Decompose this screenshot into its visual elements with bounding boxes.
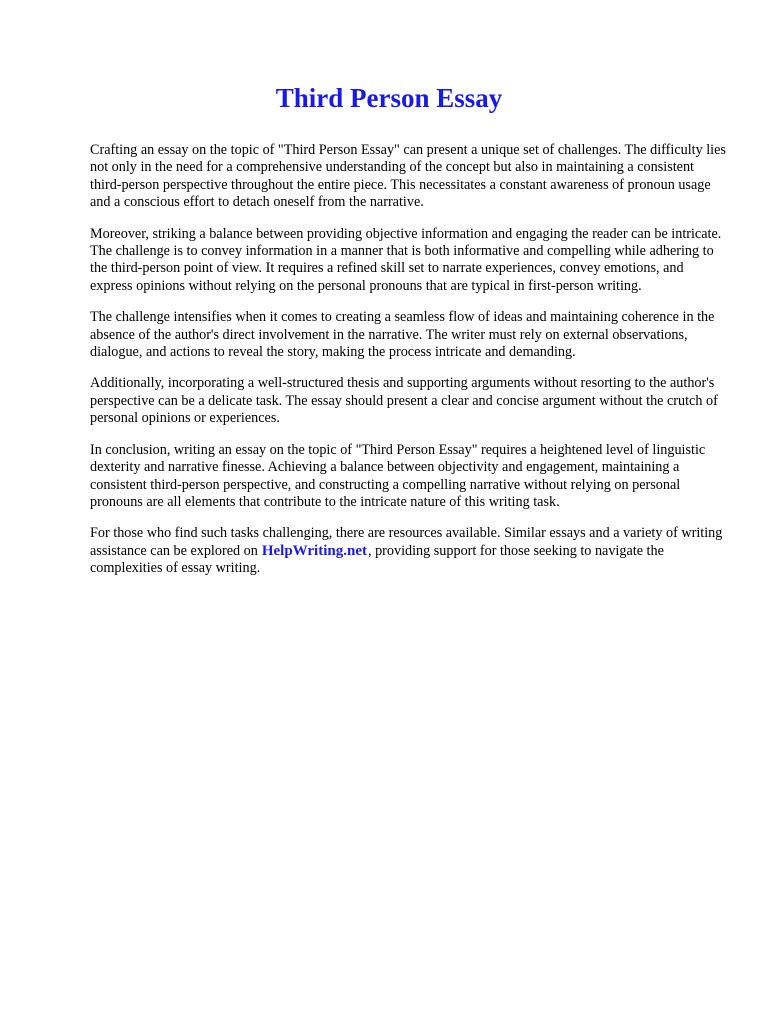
closing-paragraph: [90, 525, 726, 577]
document-title: Third Person Essay: [275, 83, 503, 113]
closing-text-before-link: For those who find such tasks challenging, there are resources available. Similar essays and a variety of writing assistance can be explored on: [90, 525, 723, 559]
paragraph-5: In conclusion, writing an essay on the topic of "Third Person Essay" requires a heightened level of linguistic dexterity and narrative finesse. Achieving a balance between objectivity and engagement, maintaining a consistent third-person perspective, and constructing a compelling narrative without relying on personal pronouns are all elements that contribute to the intricate nature of this writing task.: [90, 441, 706, 510]
paragraph-4: Additionally, incorporating a well-structured thesis and supporting arguments without resorting to the author's perspective can be a delicate task. The essay should present a clear and concise argument without the crutch of personal opinions or experiences.: [90, 375, 718, 427]
closing-text-after-link: , providing support for those seeking to navigate the complexities of essay writing.: [90, 542, 664, 577]
paragraph-3: The challenge intensifies when it comes to creating a seamless flow of ideas and maintaining coherence in the absence of the author's direct involvement in the narrative. The writer must rely on external observations, dialogue, and actions to reveal the story, making the process intricate and demanding.: [90, 309, 715, 361]
paragraph-1: Crafting an essay on the topic of "Third Person Essay" can present a unique set of challenges. The difficulty lies not only in the need for a comprehensive understanding of the concept but also in maintaining a consistent third-person perspective throughout the entire piece. This necessitates a constant awareness of pronoun usage and a conscious effort to detach oneself from the narrative.: [90, 142, 726, 211]
helpwriting-link[interactable]: HelpWriting.net: [261, 542, 367, 559]
paragraph-2: Moreover, striking a balance between providing objective information and engaging the reader can be intricate. The challenge is to convey information in a manner that is both informative and compelling while adhering to the third-person point of view. It requires a refined skill set to narrate experiences, convey emotions, and express opinions without relying on the personal pronouns that are typical in first-person writing.: [90, 225, 722, 294]
